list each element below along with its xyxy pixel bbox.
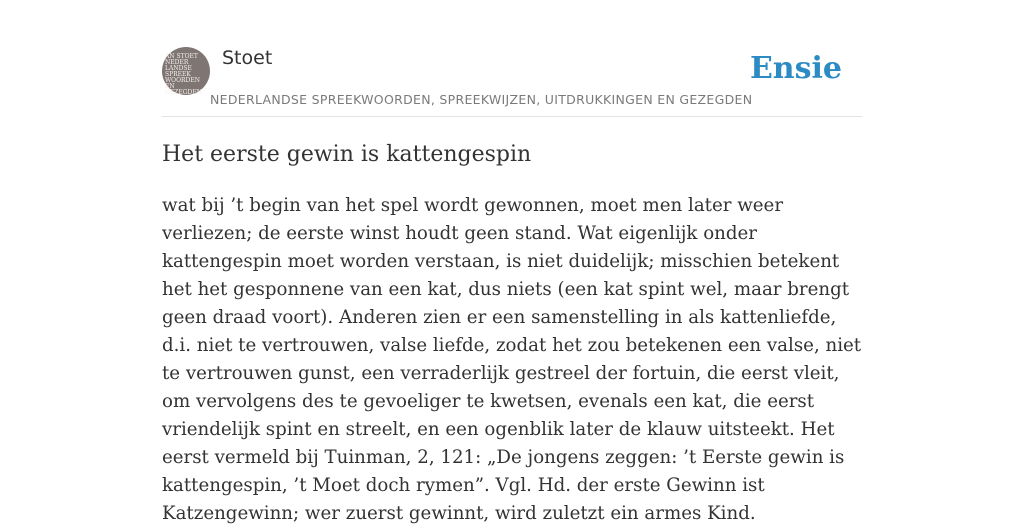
avatar-book-cover-text: AN STOET NEDER LANDSE SPREEK WOORDEN EN GEZEGDEN [165,53,202,96]
article-body: wat bij ’t begin van het spel wordt gewonnen, moet men later weer verliezen; de eerste winst houdt geen stand. Wat eigenlijk onder kattengespin moet worden verstaan, is niet duidelijk; misschien betekent het het gesponnene van een kat, dus niets (een kat spint wel, maar brengt geen draad voort). Anderen zien er een samenstelling in als kattenliefde, d.i. niet te vertrouwen, valse liefde, zodat het zou betekenen een valse, niet te vertrouwen gunst, een verraderlijk gestreel der fortuin, die eerst vleit, om vervolgens des te gevoeliger te kwetsen, evenals een kat, die eerst vriendelijk spint en streelt, en een ogenblik later de klauw uitsteekt. Het eerst vermeld bij Tuinman, 2, 121: „De jongens zeggen: ’t Eerste gewin is kattengespin, ’t Moet doch rymen”. Vgl. Hd. der erste Gewinn ist Katzengewinn; wer zuerst gewinnt, wird zuletzt ein armes Kind. [162,195,862,524]
avatar[interactable] [162,47,210,95]
author-name[interactable]: Stoet [222,47,273,69]
page-header [162,46,862,117]
source-subtitle[interactable]: NEDERLANDSE SPREEKWOORDEN, SPREEKWIJZEN, UITDRUKKINGEN EN GEZEGDEN [210,92,753,107]
brand-logo[interactable]: Ensie [749,51,842,86]
page-title: Het eerste gewin is kattengespin [162,142,532,167]
